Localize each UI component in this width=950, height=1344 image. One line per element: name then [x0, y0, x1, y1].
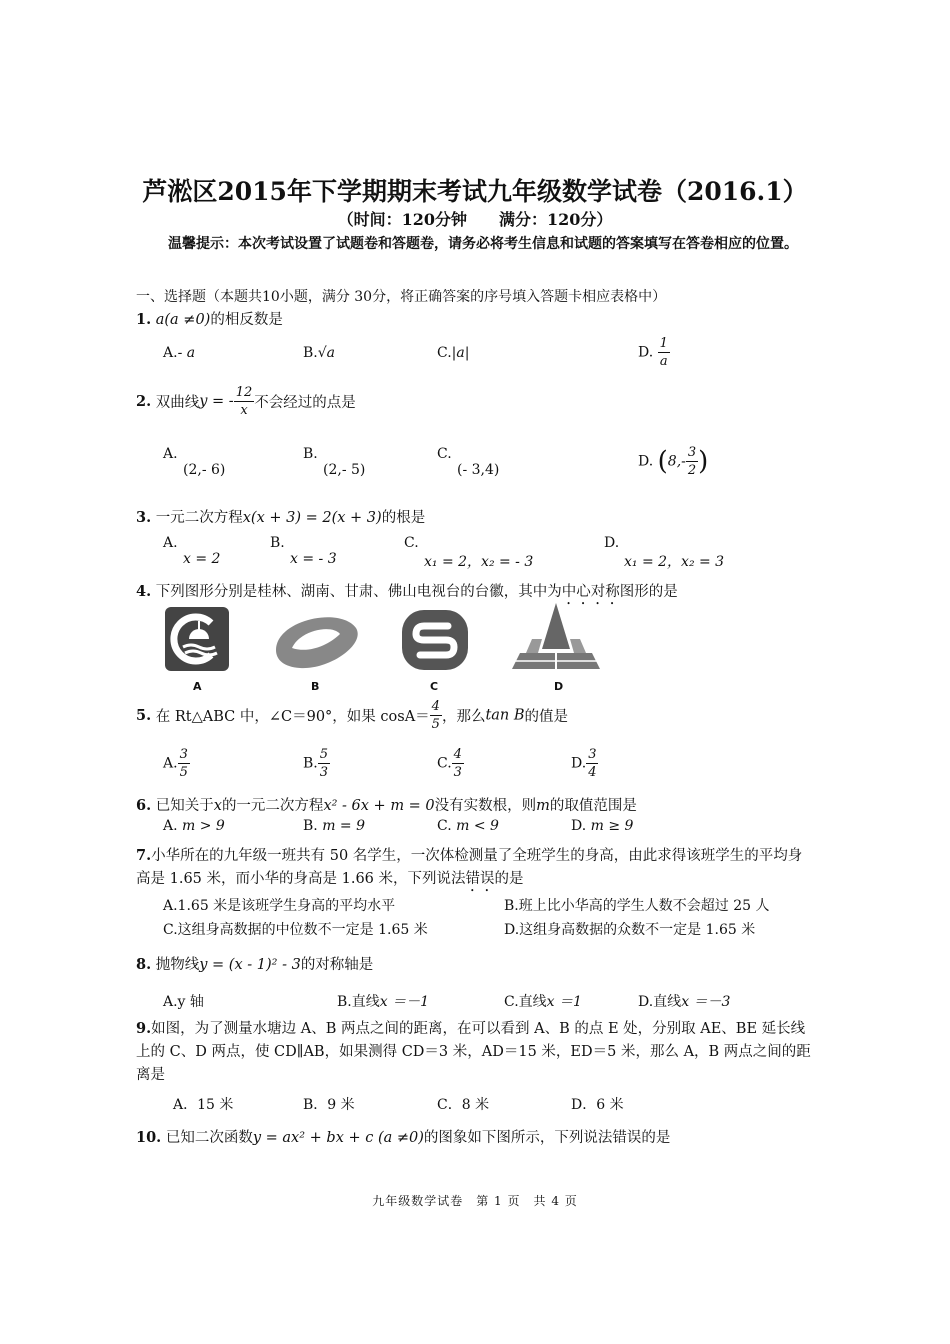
- q9-option-a: A．15 米: [173, 1097, 234, 1113]
- question-7: 7.小华所在的九年级一班共有 50 名学生，一次体检测量了全班学生的身高，由此求得该班学生的平均身高是 1.65 米，而小华的身高是 1.66 米，下列说法错误的是: [136, 847, 803, 887]
- q7-option-b: B.班上比小华高的学生人数不会超过 25 人: [504, 898, 770, 914]
- exam-info: （时间：120分钟 满分：120分）: [337, 210, 613, 229]
- q1-option-c: C.|a|: [437, 345, 470, 361]
- question-4: 4. 下列图形分别是桂林、湖南、甘肃、佛山电视台的台徽，其中为中心对称图形的是: [136, 583, 678, 600]
- logo-b-label: B: [311, 680, 320, 693]
- q7-option-a: A.1.65 米是该班学生身高的平均水平: [163, 898, 396, 914]
- q7-option-d: D.这组身高数据的众数不一定是 1.65 米: [504, 922, 756, 938]
- q6-option-c: C. m < 9: [437, 818, 499, 834]
- q5-option-b: B. $\frac{5}{3}$: [303, 747, 329, 780]
- logo-d-icon: [512, 603, 600, 673]
- logo-d-label: D: [554, 680, 564, 693]
- q5-option-d: D. $\frac{3}{4}$: [571, 747, 597, 780]
- q9-option-b: B．9 米: [303, 1097, 355, 1113]
- notice: 温馨提示：本次考试设置了试题卷和答题卷，请务必将考生信息和试题的答案填写在答卷相应的位置。: [168, 236, 798, 252]
- q8-option-c: C.直线x ＝1: [504, 994, 582, 1010]
- q5-option-c: C. $\frac{4}{3}$: [437, 747, 462, 780]
- question-8: 8. 抛物线y = (x - 1)² - 3的对称轴是: [136, 956, 374, 973]
- q2-option-c: C. (- 3,4): [437, 446, 500, 478]
- q2-option-d: D. (8,- $\frac{3}{2}$ ): [638, 445, 709, 478]
- question-1: 1. a(a ≠0)的相反数是: [136, 311, 283, 328]
- q3-option-d: D. x₁ = 2，x₂ = 3: [604, 535, 725, 570]
- logo-c-icon: [402, 610, 468, 670]
- page-footer: 九年级数学试卷 第 1 页 共 4 页: [372, 1194, 578, 1208]
- q6-option-a: A. m > 9: [163, 818, 225, 834]
- question-9: 9.如图，为了测量水塘边 A、B 两点之间的距离，在可以看到 A、B 的点 E 处，分别取 AE、BE 延长线上的 C、D 两点，使 CD∥AB，如果测得 CD＝3 米，AD＝15 米，ED＝5 米，那么 A，B 两点之间的距离是: [136, 1020, 811, 1083]
- q8-option-a: A.y 轴: [163, 994, 204, 1010]
- q1-option-a: A.- a: [163, 345, 196, 361]
- q9-option-c: C．8 米: [437, 1097, 490, 1113]
- q3-option-c: C. x₁ = 2，x₂ = - 3: [404, 535, 534, 570]
- logo-b-icon: [270, 610, 362, 672]
- q1-option-b: B.√a: [303, 345, 336, 361]
- q6-option-d: D. m ≥ 9: [571, 818, 634, 834]
- q7-option-c: C.这组身高数据的中位数不一定是 1.65 米: [163, 922, 428, 938]
- q6-option-b: B. m = 9: [303, 818, 366, 834]
- q1-option-d: D. $\frac{1}{a}$: [638, 336, 668, 369]
- q3-option-b: B. x = - 3: [270, 535, 337, 567]
- question-5: 5. 在 Rt△ABC 中，∠C＝90°，如果 cosA＝ $\frac{4}{5}$ ，那么tan B的值是: [136, 699, 569, 732]
- q3-option-a: A. x = 2: [163, 535, 221, 567]
- logo-a-label: A: [193, 680, 202, 693]
- question-10: 10. 已知二次函数y = ax² + bx + c (a ≠0)的图象如下图所示，下列说法错误的是: [136, 1129, 671, 1146]
- q5-option-a: A. $\frac{3}{5}$: [163, 747, 188, 780]
- q8-option-b: B.直线x ＝－1: [337, 994, 430, 1010]
- q2-option-a: A. (2,- 6): [163, 446, 226, 478]
- q8-option-d: D.直线x ＝－3: [638, 994, 731, 1010]
- logo-a-icon: [165, 607, 229, 671]
- page-title: 芦淞区2015年下学期期末考试九年级数学试卷（2016.1）: [142, 177, 808, 206]
- logo-c-label: C: [430, 680, 439, 693]
- question-2: 2. 双曲线y = - $\frac{12}{x}$ 不会经过的点是: [136, 385, 356, 418]
- q9-option-d: D．6 米: [571, 1097, 624, 1113]
- question-6: 6. 已知关于x的一元二次方程x² - 6x + m = 0没有实数根，则m的取值范围是: [136, 797, 637, 814]
- section-heading: 一、选择题（本题共10小题，满分 30分，将正确答案的序号填入答题卡相应表格中）: [136, 289, 667, 305]
- question-3: 3. 一元二次方程x(x + 3) = 2(x + 3)的根是: [136, 509, 426, 526]
- q2-option-b: B. (2,- 5): [303, 446, 366, 478]
